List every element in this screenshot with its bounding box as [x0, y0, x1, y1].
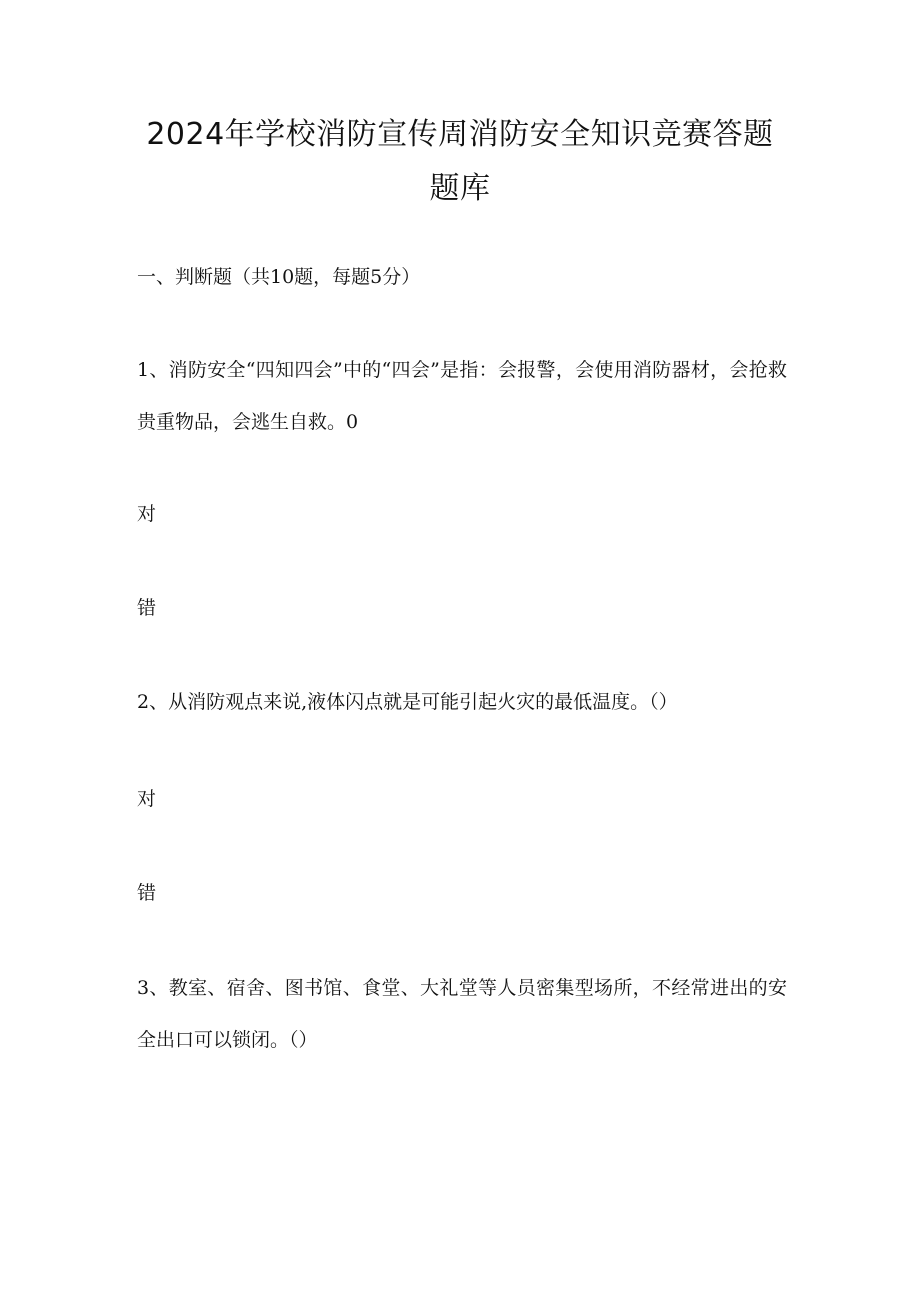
question-1-option-true: 对: [137, 503, 157, 525]
question-2-option-false: 错: [137, 882, 157, 904]
question-1-text: 1、消防安全“四知四会”中的“四会”是指：会报警，会使用消防器材，会抢救贵重物品，会逃生自救。0: [137, 359, 787, 433]
section-heading: 一、判断题（共10题，每题5分）: [137, 266, 421, 288]
question-1-option-false: 错: [137, 597, 157, 619]
question-2-option-true: 对: [137, 788, 157, 810]
question-3-text: 3、教室、宿舍、图书馆、食堂、大礼堂等人员密集型场所，不经常进出的安全出口可以锁闭。（）: [137, 977, 787, 1051]
question-2-text: 2、从消防观点来说,液体闪点就是可能引起火灾的最低温度。（）: [137, 691, 678, 713]
title-line-2: 题库: [429, 171, 491, 206]
title-line-1: 2024年学校消防宣传周消防安全知识竞赛答题: [146, 117, 774, 152]
document-title: [130, 108, 790, 216]
